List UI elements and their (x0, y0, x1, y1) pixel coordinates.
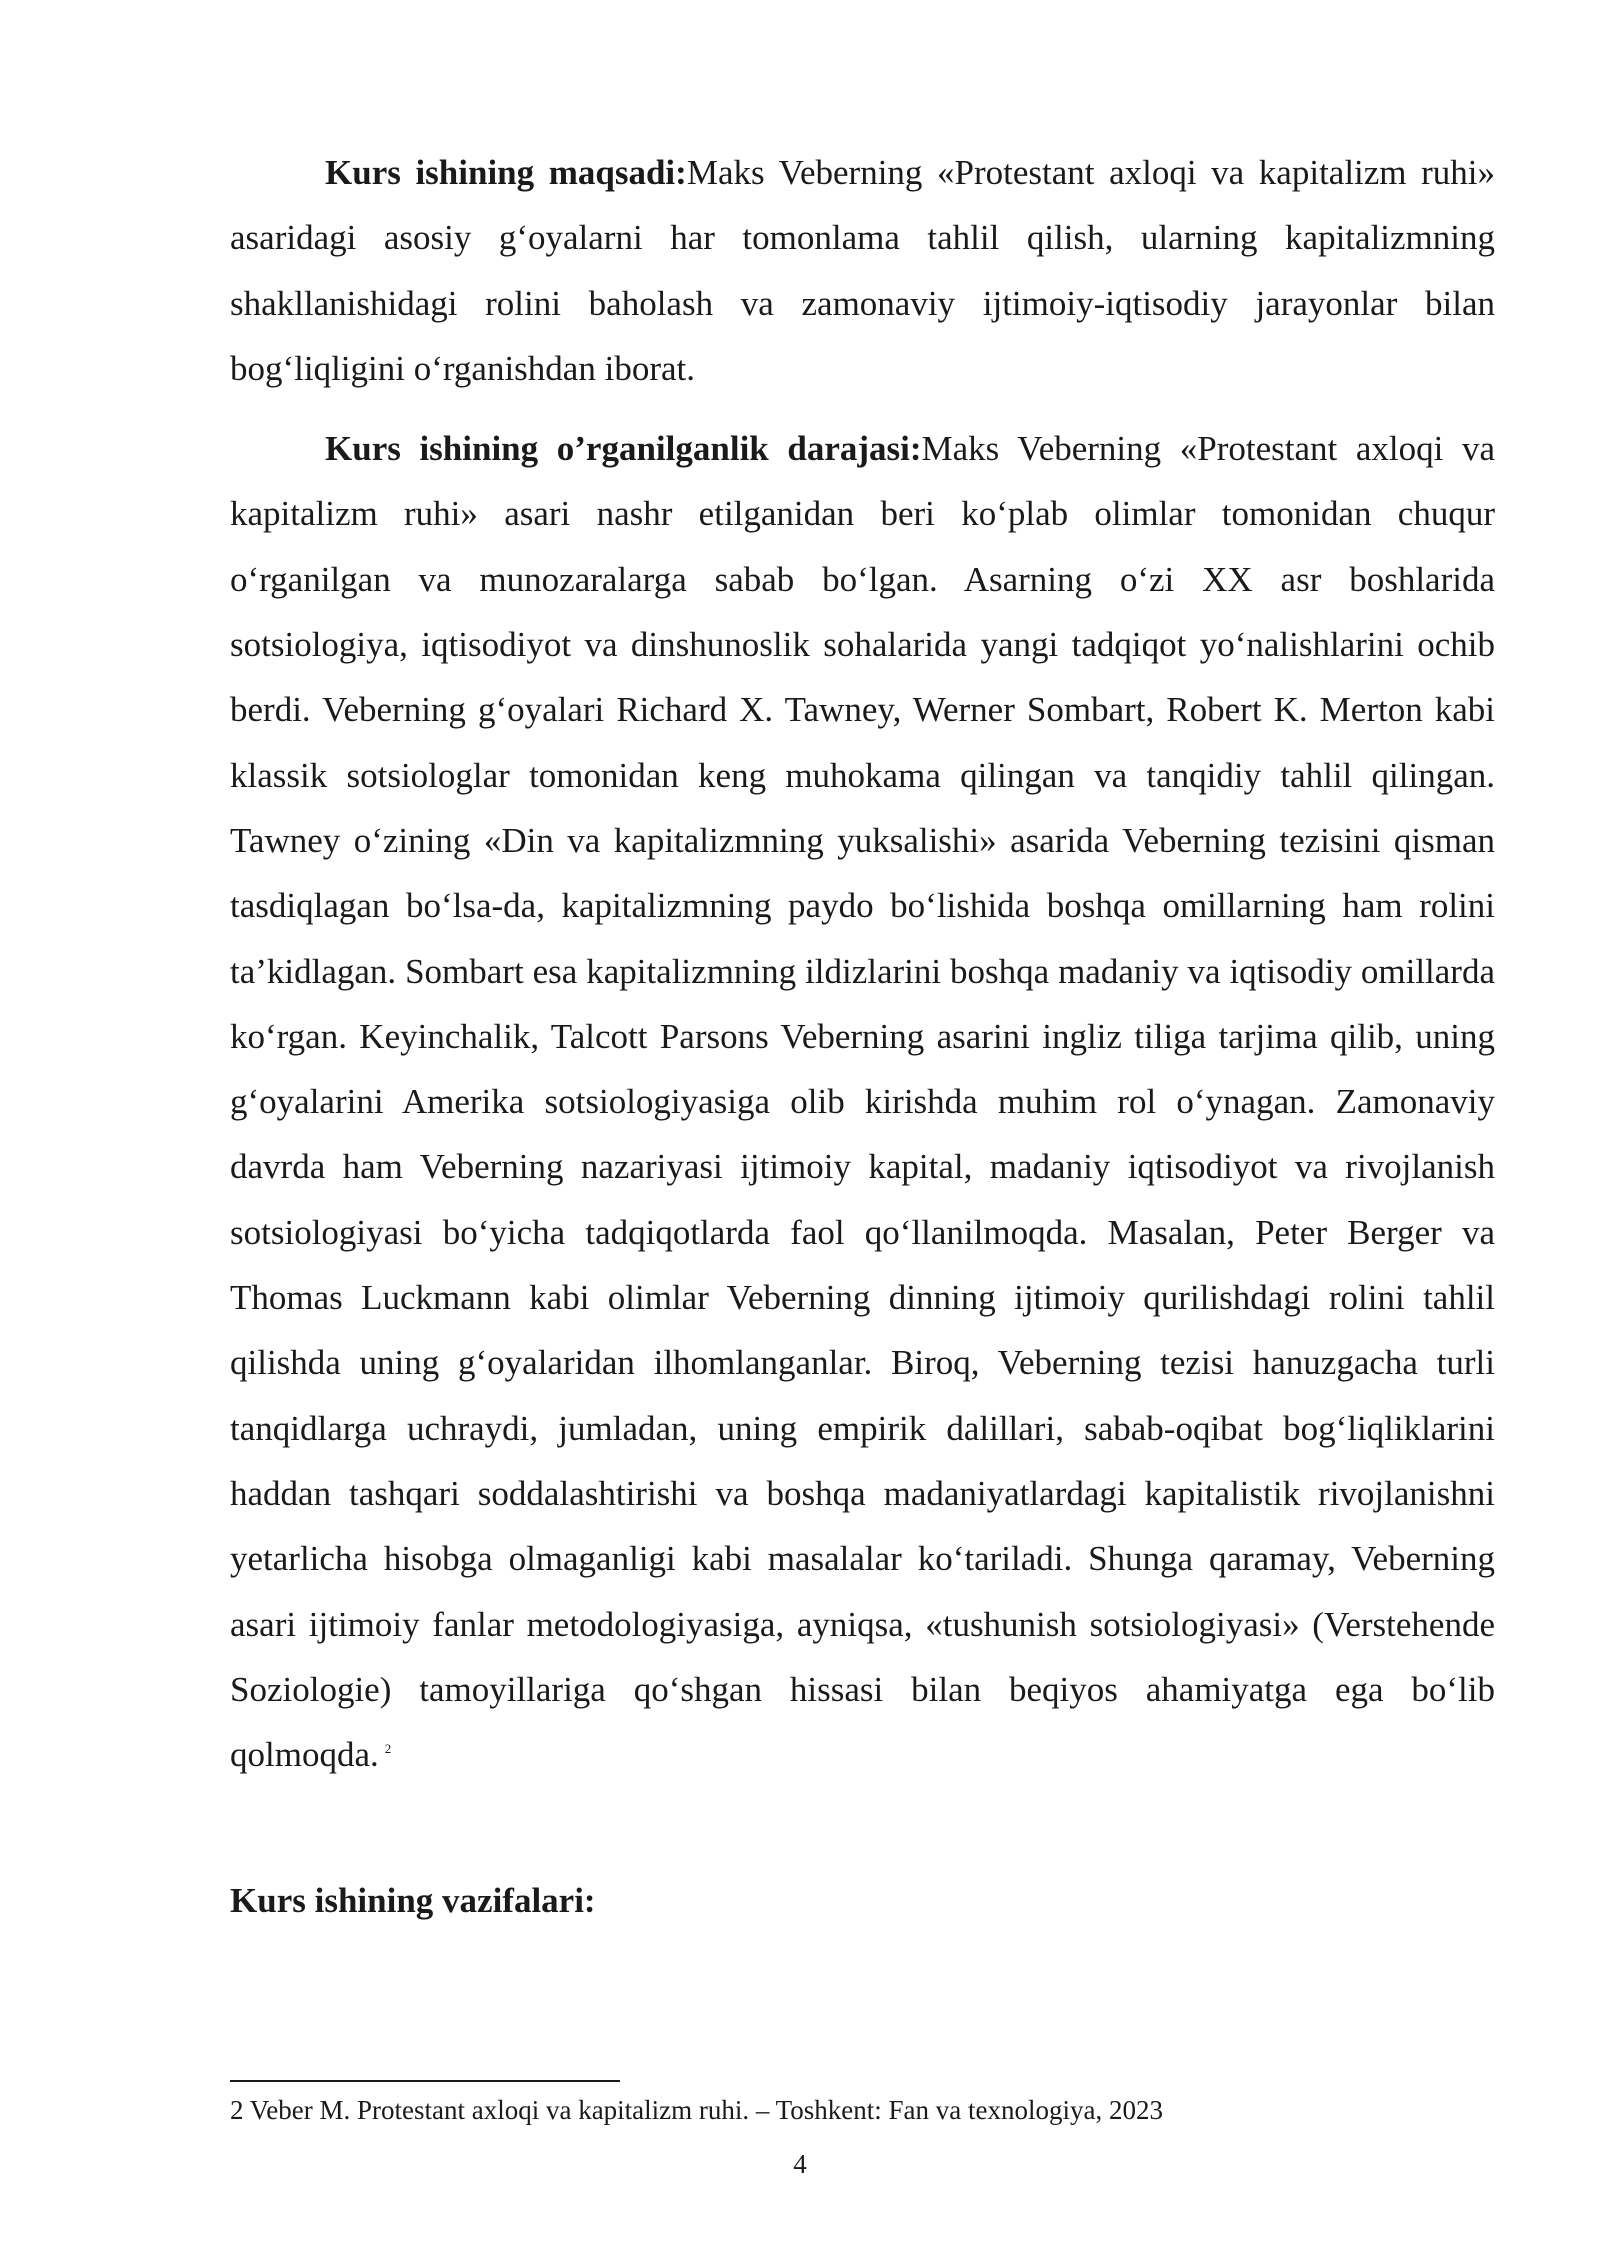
footnote-reference[interactable]: 2 (384, 1741, 392, 1757)
research-level-text: Maks Veberning «Protestant axloqi va kapitalizm ruhi» asari nashr etilganidan beri ko‘plab olimlar tomonidan chuqur o‘rganilgan va munozaralarga sabab bo‘lgan. Asarning o‘zi XX asr boshlarida sotsiologiya, iqtisodiyot va dinshunoslik sohalarida yangi tadqiqot yo‘nalishlarini ochib berdi. Veberning g‘oyalari Richard X. Tawney, Werner Sombart, Robert K. Merton kabi klassik sotsiologlar tomonidan keng muhokama qilingan va tanqidiy tahlil qilingan. Tawney o‘zining «Din va kapitalizmning yuksalishi» asarida Veberning tezisini qisman tasdiqlagan bo‘lsa-da, kapitalizmning paydo bo‘lishida boshqa omillarning ham rolini ta’kidlagan. Sombart esa kapitalizmning ildizlarini boshqa madaniy va iqtisodiy omillarda ko‘rgan. Keyinchalik, Talcott Parsons Veberning asarini ingliz tiliga tarjima qilib, uning g‘oyalarini Amerika sotsiologiyasiga olib kirishda muhim rol o‘ynagan. Zamonaviy davrda ham Veberning nazariyasi ijtimoiy kapital, madaniy iqtisodiyot va rivojlanish sotsiologiyasi bo‘yicha tadqiqotlarda faol qo‘llanilmoqda. Masalan, Peter Berger va Thomas Luckmann kabi olimlar Veberning dinning ijtimoiy qurilishdagi rolini tahlil qilishda uning g‘oyalaridan ilhomlanganlar. Biroq, Veberning tezisi hanuzgacha turli tanqidlarga uchraydi, jumladan, uning empirik dalillari, sabab-oqibat bog‘liqliklarini haddan tashqari soddalashtirishi va boshqa madaniyatlardagi kapitalistik rivojlanishni yetarlicha hisobga olmaganligi kabi masalalar ko‘tariladi. Shunga qaramay, Veberning asari ijtimoiy fanlar metodologiyasiga, ayniqsa, «tushunish sotsiologiyasi» (Verstehende Soziologie) tamoyillariga qo‘shgan hissasi bilan beqiyos ahamiyatga ega bo‘lib qolmoqda. (230, 429, 1495, 1775)
research-level-paragraph (230, 416, 1495, 1787)
footnote-divider (230, 2080, 620, 2082)
research-level-label: Kurs ishining o’rganilganlik darajasi: (325, 429, 922, 469)
page-number: 4 (793, 2149, 807, 2179)
tasks-heading: Kurs ishining vazifalari: (230, 1881, 596, 1920)
footnote-text: 2 Veber M. Protestant axloqi va kapitalizm ruhi. – Toshkent: Fan va texnologiya, 2023 (230, 2095, 1163, 2125)
document-body (230, 140, 1495, 1787)
goal-paragraph (230, 140, 1495, 401)
goal-label: Kurs ishining maqsadi: (325, 153, 687, 192)
goal-text: Maks Veberning «Protestant axloqi va kapitalizm ruhi» asaridagi asosiy g‘oyalarni har tomonlama tahlil qilish, ularning kapitalizmning shakllanishidagi rolini baholash va zamonaviy ijtimoiy-iqtisodiy jarayonlar bilan bog‘liqligini o‘rganishdan iborat. (230, 153, 1496, 388)
